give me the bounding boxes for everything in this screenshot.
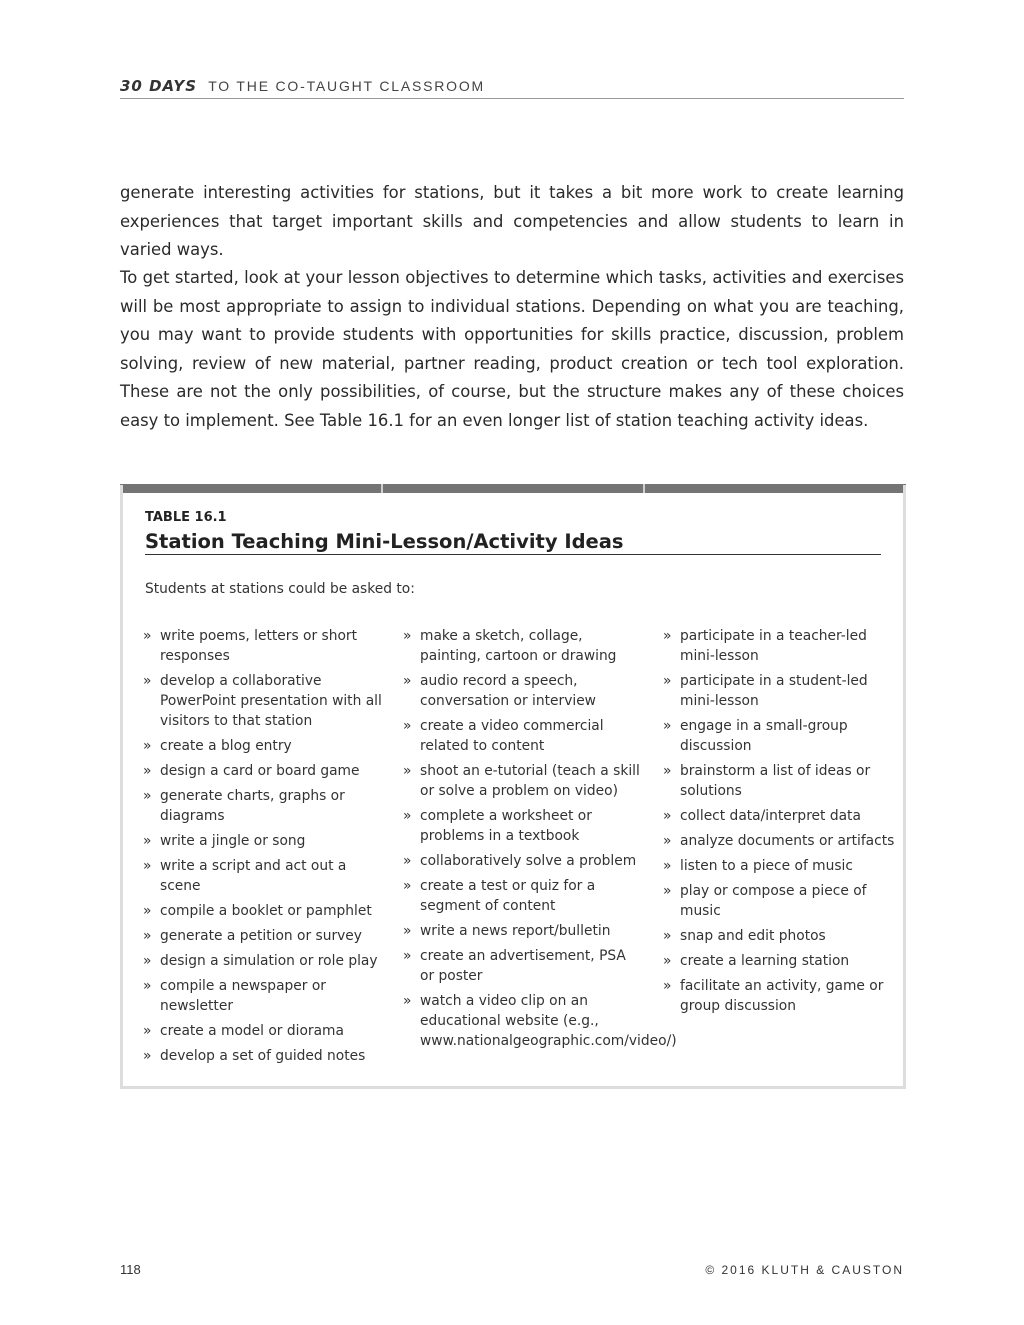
body-paragraph-1: generate interesting activities for stations, but it takes a bit more work to create learning experiences that target important skills and competencies and allow students to learn in varied ways. [120, 183, 904, 259]
table-intro: Students at stations could be asked to: [145, 581, 415, 597]
list-item-text: develop a set of guided notes [160, 1048, 366, 1064]
list-item [663, 831, 903, 851]
list-item [663, 716, 903, 756]
list-item-text: play or compose a piece of music [680, 883, 867, 919]
list-item [143, 626, 383, 666]
bullet-glyph: » [403, 948, 412, 964]
list-item [663, 856, 903, 876]
list-item-text: create a model or diorama [160, 1023, 344, 1039]
bullet-glyph: » [403, 673, 412, 689]
list-item [143, 786, 383, 826]
list-item [143, 926, 383, 946]
list-item [143, 951, 383, 971]
list-item [663, 626, 903, 666]
bullet-glyph: » [143, 1048, 152, 1064]
bullet-glyph: » [663, 763, 672, 779]
list-item-text: watch a video clip on an educational website (e.g., www.nationalgeographic.com/video/) [420, 993, 677, 1049]
bullet-glyph: » [663, 833, 672, 849]
list-item [143, 856, 383, 896]
list-item [403, 716, 643, 756]
table-column-1 [143, 626, 383, 1071]
list-item [663, 976, 903, 1016]
list-item [663, 926, 903, 946]
table-column-3 [663, 626, 903, 1021]
bullet-glyph: » [143, 788, 152, 804]
list-item-text: complete a worksheet or problems in a textbook [420, 808, 592, 844]
list-item-text: write poems, letters or short responses [160, 628, 357, 664]
list-item [143, 1046, 383, 1066]
list-item [143, 831, 383, 851]
header-subtitle: TO THE CO-TAUGHT CLASSROOM [208, 78, 485, 94]
list-item-text: snap and edit photos [680, 928, 826, 944]
copyright: © 2016 KLUTH & CAUSTON [705, 1263, 904, 1277]
list-item-text: engage in a small-group discussion [680, 718, 848, 754]
bullet-glyph: » [143, 953, 152, 969]
list-item [403, 851, 643, 871]
list-item-text: collect data/interpret data [680, 808, 861, 824]
list-item [143, 671, 383, 731]
list-item [143, 1021, 383, 1041]
list-item-text: facilitate an activity, game or group discussion [680, 978, 884, 1014]
list-item [663, 951, 903, 971]
list-item-text: write a jingle or song [160, 833, 306, 849]
list-item-text: create a learning station [680, 953, 850, 969]
page-number: 118 [120, 1262, 141, 1277]
bullet-glyph: » [143, 628, 152, 644]
bullet-glyph: » [663, 858, 672, 874]
running-header [120, 76, 904, 99]
list-item-text: participate in a teacher-led mini-lesson [680, 628, 867, 664]
bullet-glyph: » [663, 628, 672, 644]
header-brand: 30 DAYS [120, 77, 198, 95]
bullet-glyph: » [663, 953, 672, 969]
list-item-text: shoot an e-tutorial (teach a skill or solve a problem on video) [420, 763, 640, 799]
bullet-glyph: » [663, 928, 672, 944]
table-label: TABLE 16.1 [145, 510, 227, 525]
list-item-text: create an advertisement, PSA or poster [420, 948, 626, 984]
table-column-2 [403, 626, 677, 1056]
list-item-text: collaboratively solve a problem [420, 853, 637, 869]
list-item-text: generate a petition or survey [160, 928, 362, 944]
list-item-text: analyze documents or artifacts [680, 833, 895, 849]
bullet-glyph: » [403, 993, 412, 1009]
list-item [663, 761, 903, 801]
list-item-text: listen to a piece of music [680, 858, 853, 874]
list-item-text: audio record a speech, conversation or interview [420, 673, 596, 709]
list-item [403, 991, 677, 1051]
bullet-glyph: » [403, 808, 412, 824]
bullet-glyph: » [403, 923, 412, 939]
bullet-glyph: » [403, 628, 412, 644]
list-item [663, 881, 903, 921]
bullet-glyph: » [143, 858, 152, 874]
list-item-text: brainstorm a list of ideas or solutions [680, 763, 871, 799]
list-item [403, 921, 643, 941]
bullet-glyph: » [403, 853, 412, 869]
list-item-text: compile a newspaper or newsletter [160, 978, 326, 1014]
list-item-text: develop a collaborative PowerPoint presentation with all visitors to that station [160, 673, 382, 729]
list-item [143, 901, 383, 921]
list-item [403, 626, 643, 666]
bullet-glyph: » [403, 718, 412, 734]
list-item [143, 761, 383, 781]
list-item-text: design a simulation or role play [160, 953, 378, 969]
bullet-glyph: » [403, 763, 412, 779]
bullet-glyph: » [663, 673, 672, 689]
bullet-glyph: » [143, 978, 152, 994]
list-item-text: make a sketch, collage, painting, cartoon or drawing [420, 628, 617, 664]
bullet-glyph: » [143, 738, 152, 754]
list-item [403, 946, 643, 986]
bullet-glyph: » [143, 763, 152, 779]
bullet-glyph: » [663, 718, 672, 734]
body-paragraph-2: To get started, look at your lesson objectives to determine which tasks, activities and exercises will be most appropriate to assign to individual stations. Depending on what you are teaching, you may want to provide students with opportunities for skills practice, discussion, problem solving, review of new material, partner reading, product creation or tech tool exploration. These are not the only possibilities, of course, but the structure makes any of these choices easy to implement. See Table 16.1 for an even longer list of station teaching activity ideas. [120, 268, 904, 430]
list-item-text: create a video commercial related to content [420, 718, 604, 754]
list-item [403, 671, 643, 711]
bullet-glyph: » [143, 928, 152, 944]
table-title: Station Teaching Mini-Lesson/Activity Ideas [145, 530, 881, 555]
list-item-text: participate in a student-led mini-lesson [680, 673, 868, 709]
bullet-glyph: » [663, 978, 672, 994]
list-item [143, 736, 383, 756]
list-item-text: create a blog entry [160, 738, 292, 754]
list-item [663, 671, 903, 711]
list-item [403, 806, 643, 846]
bullet-glyph: » [663, 883, 672, 899]
bullet-glyph: » [663, 808, 672, 824]
bullet-glyph: » [143, 833, 152, 849]
list-item [143, 976, 383, 1016]
list-item-text: create a test or quiz for a segment of content [420, 878, 596, 914]
bullet-glyph: » [403, 878, 412, 894]
bullet-glyph: » [143, 1023, 152, 1039]
bullet-glyph: » [143, 673, 152, 689]
list-item-text: design a card or board game [160, 763, 360, 779]
list-item-text: write a news report/bulletin [420, 923, 611, 939]
list-item [403, 761, 643, 801]
list-item [663, 806, 903, 826]
list-item-text: write a script and act out a scene [160, 858, 347, 894]
list-item [403, 876, 643, 916]
bullet-glyph: » [143, 903, 152, 919]
list-item-text: compile a booklet or pamphlet [160, 903, 372, 919]
list-item-text: generate charts, graphs or diagrams [160, 788, 345, 824]
